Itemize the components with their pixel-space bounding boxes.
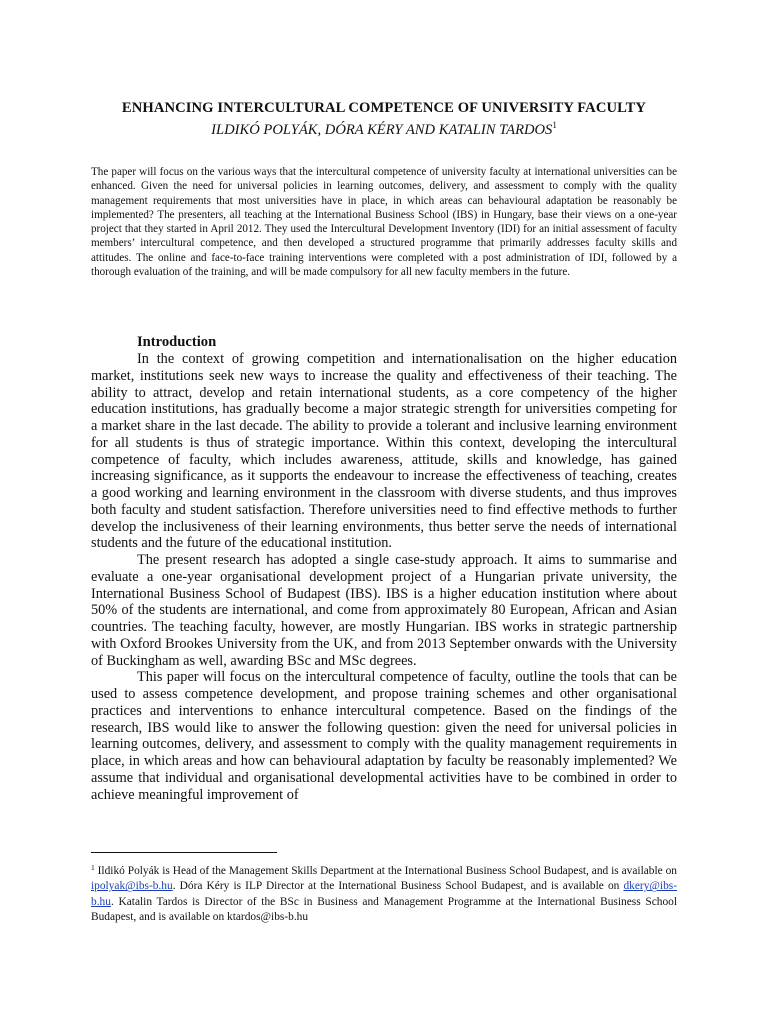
abstract: The paper will focus on the various ways that the intercultural competence of university faculty at international universities can be enhanced. Given the need for universal policies in learning outcomes, delivery, and assessment to comply with the quality management requirements that most universities have in place, in which areas can behavioural adaptation be reasonably be implemented? The presenters, all teaching at the International Business School (IBS) in Hungary, base their views on a one-year project that they started in April 2012. They used the Intercultural Development Inventory (IDI) for an initial assessment of faculty members’ intercultural competence, and then developed a structured programme that primarily addresses faculty skills and attitudes. The online and face-to-face training interventions were completed with a post administration of IDI, followed by a thorough evaluation of the training, and will be made compulsory for all new faculty members in the future. <box>91 166 677 279</box>
body-paragraph: This paper will focus on the intercultural competence of faculty, outline the tools that can be used to assess competence development, and propose training schemes and other organisational practices and interventions to enhance intercultural competence. Based on the findings of the research, IBS would like to answer the following question: given the need for universal policies in learning outcomes, delivery, and assessment to comply with the quality management requirements in place, in which areas and how can behavioural adaptation by faculty be reasonably implemented? We assume that individual and organisational developmental activities have to be combined in order to achieve meaningful improvement of <box>91 669 677 803</box>
body-paragraph: The present research has adopted a single case-study approach. It aims to summarise and evaluate a one-year organisational development project of a Hungarian private university, the International Business School of Budapest (IBS). IBS is a higher education institution where about 50% of the students are international, and come from approximately 80 European, African and Asian countries. The teaching faculty, however, are mostly Hungarian. IBS works in strategic partnership with Oxford Brookes University from the UK, and from 2013 September onwards with the University of Buckingham as well, awarding BSc and MSc degrees. <box>91 552 677 669</box>
paper-title: ENHANCING INTERCULTURAL COMPETENCE OF UNIVERSITY FACULTY <box>121 100 647 116</box>
footnote <box>91 860 677 926</box>
body-paragraph: In the context of growing competition and internationalisation on the higher education market, institutions seek new ways to increase the quality and effectiveness of their teaching. The ability to attract, develop and retain international students, as a core competency of the higher education institutions, has gradually become a major strategic strength for universities competing for a market share in the last decade. The ability to provide a tolerant and inclusive learning environment for all students is thus of strategic importance. Within this context, developing the intercultural competence of faculty, which includes awareness, attitude, skills and knowledge, has gained increasing significance, as it supports the endeavour to increase the effectiveness of teaching, creates a good working and learning environment in the classroom with diverse students, and thus improves both faculty and student satisfaction. Therefore universities need to find effective methods to further develop the inclusiveness of their learning environments, thus better serve the needs of international students and the future of the educational institution. <box>91 351 677 552</box>
author-names: ILDIKÓ POLYÁK, DÓRA KÉRY AND KATALIN TARDOS <box>211 122 553 138</box>
author-footnote-mark: 1 <box>552 120 557 130</box>
footnote-mark: 1 <box>91 863 95 872</box>
footnote-text-1: Ildikó Polyák is Head of the Management Skills Department at the International Business School Budapest, and is available on <box>94 865 677 877</box>
section-heading-introduction: Introduction <box>137 334 217 350</box>
email-link-dkery[interactable]: dkery@ibs-b.hu <box>91 880 677 908</box>
footnote-text-2: . Dóra Kéry is ILP Director at the International Business School Budapest, and is available on <box>172 880 624 893</box>
email-link-ipolyak[interactable]: ipolyak@ibs-b.hu <box>91 880 173 893</box>
footnote-text-3: . Katalin Tardos is Director of the BSc in Business and Management Programme at the International Business School Budapest, and is available on ktardos@ibs-b.hu <box>91 895 677 924</box>
paper-authors <box>0 120 768 139</box>
footnote-separator <box>91 852 277 853</box>
body-text <box>91 351 677 803</box>
